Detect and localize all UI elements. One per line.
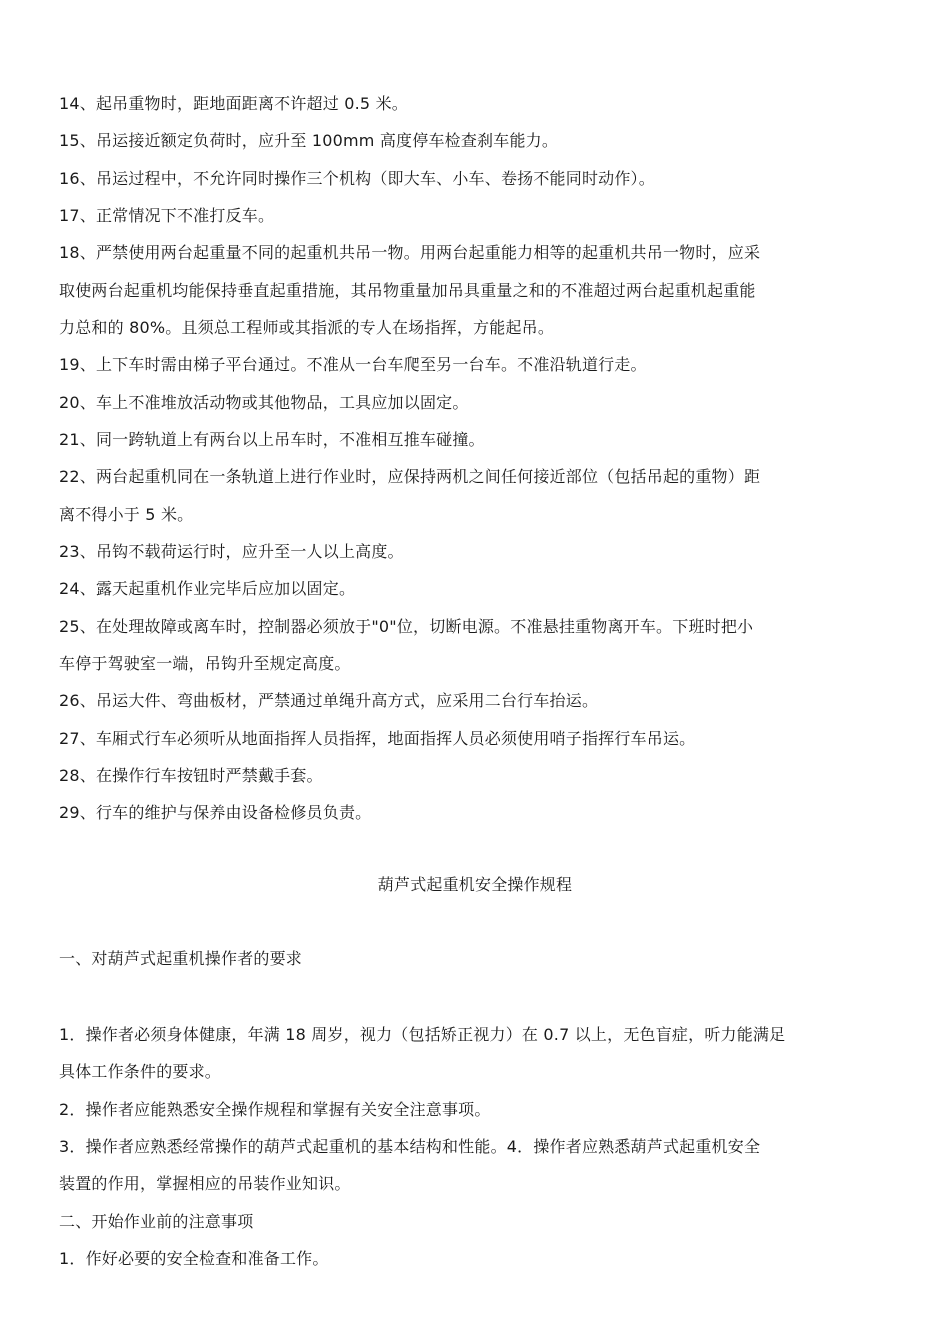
rule-27: 27、车厢式行车必须听从地面指挥人员指挥，地面指挥人员必须使用哨子指挥行车吊运。 — [59, 729, 696, 748]
requirement-3-4-line-1: 3．操作者应熟悉经常操作的葫芦式起重机的基本结构和性能。4．操作者应熟悉葫芦式起重机安全 — [59, 1137, 761, 1156]
rule-23: 23、吊钩不载荷运行时，应升至一人以上高度。 — [59, 542, 404, 561]
rule-26: 26、吊运大件、弯曲板材，严禁通过单绳升高方式，应采用二台行车抬运。 — [59, 691, 599, 710]
rule-24: 24、露天起重机作业完毕后应加以固定。 — [59, 579, 356, 598]
requirement-1-line-2: 具体工作条件的要求。 — [59, 1062, 222, 1081]
requirement-4-line-2: 装置的作用，掌握相应的吊装作业知识。 — [59, 1174, 351, 1193]
rule-25-line-1: 25、在处理故障或离车时，控制器必须放于"0"位，切断电源。不准悬挂重物离开车。下班时把小 — [59, 617, 754, 636]
rule-17: 17、正常情况下不准打反车。 — [59, 206, 275, 225]
rule-19: 19、上下车时需由梯子平台通过。不准从一台车爬至另一台车。不准沿轨道行走。 — [59, 355, 647, 374]
rule-14: 14、起吊重物时，距地面距离不许超过 0.5 米。 — [59, 94, 408, 113]
rule-22-line-2: 离不得小于 5 米。 — [59, 505, 194, 524]
heading-operator-requirements: 一、对葫芦式起重机操作者的要求 — [59, 949, 303, 968]
rule-20: 20、车上不准堆放活动物或其他物品，工具应加以固定。 — [59, 393, 469, 412]
rule-22-line-1: 22、两台起重机同在一条轨道上进行作业时，应保持两机之间任何接近部位（包括吊起的重物）距 — [59, 467, 761, 486]
rule-25-line-2: 车停于驾驶室一端，吊钩升至规定高度。 — [59, 654, 351, 673]
rule-18-line-2: 取使两台起重机均能保持垂直起重措施，其吊物重量加吊具重量之和的不准超过两台起重机起重能 — [59, 281, 756, 300]
requirement-2: 2．操作者应能熟悉安全操作规程和掌握有关安全注意事项。 — [59, 1100, 491, 1119]
pre-operation-item-1: 1．作好必要的安全检查和准备工作。 — [59, 1249, 329, 1268]
section-title: 葫芦式起重机安全操作规程 — [377, 875, 573, 894]
heading-pre-operation: 二、开始作业前的注意事项 — [59, 1212, 254, 1231]
rule-18-line-1: 18、严禁使用两台起重量不同的起重机共吊一物。用两台起重能力相等的起重机共吊一物时，应采 — [59, 243, 761, 262]
requirement-1-line-1: 1．操作者必须身体健康，年满 18 周岁，视力（包括矫正视力）在 0.7 以上，无色盲症，听力能满足 — [59, 1025, 786, 1044]
rule-29: 29、行车的维护与保养由设备检修员负责。 — [59, 803, 372, 822]
rule-28: 28、在操作行车按钮时严禁戴手套。 — [59, 766, 323, 785]
rule-21: 21、同一跨轨道上有两台以上吊车时，不准相互推车碰撞。 — [59, 430, 485, 449]
rule-18-line-3: 力总和的 80%。且须总工程师或其指派的专人在场指挥，方能起吊。 — [59, 318, 555, 337]
rule-16: 16、吊运过程中，不允许同时操作三个机构（即大车、小车、卷扬不能同时动作）。 — [59, 169, 655, 188]
rule-15: 15、吊运接近额定负荷时，应升至 100mm 高度停车检查刹车能力。 — [59, 131, 559, 150]
